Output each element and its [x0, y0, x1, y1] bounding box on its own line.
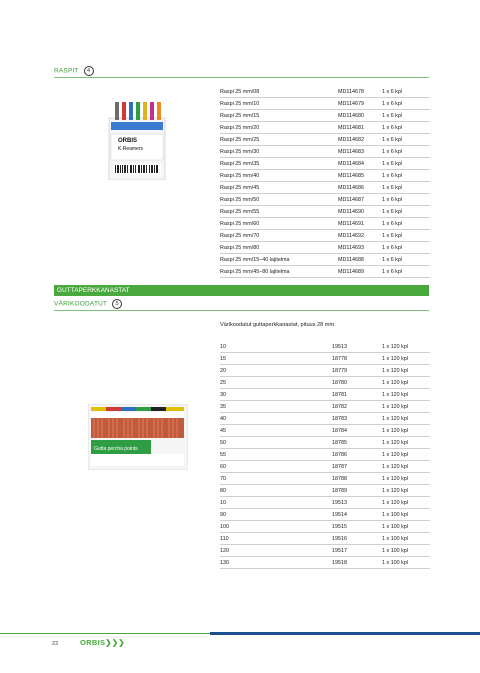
product-code-cell: MD114691: [338, 218, 382, 230]
table-row: [220, 122, 430, 134]
table-row: [220, 425, 430, 437]
product-name-cell: 50: [220, 437, 332, 449]
product-name-cell: 130: [220, 557, 332, 569]
package-size-cell: 1 x 6 kpl: [382, 218, 430, 230]
product-name-cell: Raspi 25 mm/20: [220, 122, 338, 134]
package-size-cell: 1 x 100 kpl: [382, 533, 430, 545]
package-size-cell: 1 x 120 kpl: [382, 485, 430, 497]
product-name-cell: Raspi 25 mm/60: [220, 218, 338, 230]
package-size-cell: 1 x 6 kpl: [382, 194, 430, 206]
product-name-cell: 100: [220, 521, 332, 533]
page-number: 22: [52, 641, 59, 647]
package-size-cell: 1 x 6 kpl: [382, 86, 430, 98]
product-code-cell: MD114678: [338, 86, 382, 98]
package-size-cell: 1 x 100 kpl: [382, 521, 430, 533]
product-name-cell: Raspi 25 mm/25: [220, 134, 338, 146]
table-row: [220, 545, 430, 557]
section-title-varikoodatut: [54, 299, 122, 309]
product-name-cell: Raspi 25 mm/15: [220, 110, 338, 122]
product-code-cell: 18784: [332, 425, 382, 437]
package-size-cell: 1 x 120 kpl: [382, 389, 430, 401]
table-row: [220, 437, 430, 449]
product-name-cell: 25: [220, 377, 332, 389]
package-size-cell: 1 x 120 kpl: [382, 425, 430, 437]
product-code-cell: 19517: [332, 545, 382, 557]
package-size-cell: 1 x 6 kpl: [382, 254, 430, 266]
product-code-cell: 18783: [332, 413, 382, 425]
package-size-cell: 1 x 120 kpl: [382, 413, 430, 425]
table-row: [220, 86, 430, 98]
package-size-cell: 1 x 120 kpl: [382, 401, 430, 413]
table-row: [220, 509, 430, 521]
product-code-cell: 19518: [332, 557, 382, 569]
footer-stripe: [0, 632, 480, 636]
product-name-cell: 110: [220, 533, 332, 545]
package-size-cell: 1 x 120 kpl: [382, 449, 430, 461]
product-code-cell: 18789: [332, 485, 382, 497]
package-size-cell: 1 x 120 kpl: [382, 377, 430, 389]
section-title-text: VÄRIKOODATUT: [54, 300, 108, 308]
table-row: [220, 365, 430, 377]
product-name-cell: 120: [220, 545, 332, 557]
image-label-text: Gutta percha points: [94, 446, 138, 452]
table-row: [220, 98, 430, 110]
table-row: [220, 497, 430, 509]
product-name-cell: Raspi 25 mm/80: [220, 242, 338, 254]
product-name-cell: 30: [220, 389, 332, 401]
package-size-cell: 1 x 100 kpl: [382, 509, 430, 521]
section-title-raspit: [54, 66, 94, 76]
table-row: [220, 521, 430, 533]
product-image-gutta-percha: [88, 404, 188, 470]
section-title-text: RASPIT: [54, 67, 79, 75]
package-size-cell: 1 x 100 kpl: [382, 557, 430, 569]
product-code-cell: MD114681: [338, 122, 382, 134]
table-row: [220, 134, 430, 146]
product-code-cell: 18780: [332, 377, 382, 389]
product-image-reamers: [107, 100, 167, 180]
product-name-cell: 70: [220, 473, 332, 485]
product-code-cell: MD114684: [338, 158, 382, 170]
product-name-cell: 55: [220, 449, 332, 461]
product-name-cell: Raspi 25 mm/30: [220, 146, 338, 158]
table-row: [220, 473, 430, 485]
product-name-cell: Raspi 25 mm/10: [220, 98, 338, 110]
product-code-cell: MD114689: [338, 266, 382, 278]
package-size-cell: 1 x 6 kpl: [382, 134, 430, 146]
product-code-cell: MD114687: [338, 194, 382, 206]
gutta-table: [220, 341, 430, 569]
product-code-cell: MD114680: [338, 110, 382, 122]
gutta-description: Värikoodatut guttaperkkanastat, pituus 28 mm.: [220, 322, 336, 328]
package-size-cell: 1 x 6 kpl: [382, 146, 430, 158]
package-size-cell: 1 x 120 kpl: [382, 473, 430, 485]
product-code-cell: MD114682: [338, 134, 382, 146]
product-code-cell: 18786: [332, 449, 382, 461]
product-code-cell: MD114693: [338, 242, 382, 254]
package-size-cell: 1 x 120 kpl: [382, 461, 430, 473]
table-row: [220, 353, 430, 365]
table-row: [220, 158, 430, 170]
product-code-cell: MD114679: [338, 98, 382, 110]
footer-brand: ORBIS: [80, 638, 106, 647]
product-name-cell: Raspi 25 mm/08: [220, 86, 338, 98]
package-size-cell: 1 x 6 kpl: [382, 242, 430, 254]
package-size-cell: 1 x 6 kpl: [382, 230, 430, 242]
size-number-icon: 5: [112, 299, 122, 309]
product-name-cell: 45: [220, 425, 332, 437]
image-label-text: K Reamers: [118, 146, 144, 152]
product-name-cell: Raspi 25 mm/70: [220, 230, 338, 242]
package-size-cell: 1 x 6 kpl: [382, 266, 430, 278]
section-bar-guttaperkkanastat: [54, 285, 429, 296]
table-row: [220, 485, 430, 497]
product-name-cell: Raspi 25 mm/45–80 lajitelma: [220, 266, 338, 278]
product-name-cell: Raspi 25 mm/50: [220, 194, 338, 206]
product-code-cell: 19514: [332, 509, 382, 521]
footer-logo: [80, 638, 125, 647]
package-size-cell: 1 x 120 kpl: [382, 365, 430, 377]
table-row: [220, 218, 430, 230]
table-row: [220, 401, 430, 413]
table-row: [220, 557, 430, 569]
package-size-cell: 1 x 6 kpl: [382, 206, 430, 218]
package-size-cell: 1 x 6 kpl: [382, 182, 430, 194]
table-row: [220, 182, 430, 194]
table-row: [220, 449, 430, 461]
product-code-cell: MD114683: [338, 146, 382, 158]
product-name-cell: 90: [220, 509, 332, 521]
product-name-cell: 20: [220, 365, 332, 377]
product-name-cell: 60: [220, 461, 332, 473]
section-divider: [54, 77, 429, 78]
image-brand-text: ORBIS: [118, 138, 138, 144]
product-code-cell: MD114686: [338, 182, 382, 194]
package-size-cell: 1 x 6 kpl: [382, 170, 430, 182]
product-name-cell: Raspi 25 mm/55: [220, 206, 338, 218]
product-name-cell: Raspi 25 mm/35: [220, 158, 338, 170]
product-code-cell: MD114685: [338, 170, 382, 182]
package-size-cell: 1 x 120 kpl: [382, 353, 430, 365]
table-row: [220, 254, 430, 266]
product-code-cell: 18778: [332, 353, 382, 365]
product-name-cell: 80: [220, 485, 332, 497]
package-size-cell: 1 x 120 kpl: [382, 341, 430, 353]
product-code-cell: 19513: [332, 341, 382, 353]
package-size-cell: 1 x 6 kpl: [382, 110, 430, 122]
table-row: [220, 206, 430, 218]
product-code-cell: 19515: [332, 521, 382, 533]
section-bar-text: GUTTAPERKKANASTAT: [57, 287, 130, 294]
product-name-cell: 10: [220, 341, 332, 353]
product-code-cell: 18782: [332, 401, 382, 413]
table-row: [220, 266, 430, 278]
package-size-cell: 1 x 6 kpl: [382, 98, 430, 110]
table-row: [220, 146, 430, 158]
table-row: [220, 389, 430, 401]
table-row: [220, 461, 430, 473]
product-code-cell: 18787: [332, 461, 382, 473]
product-code-cell: 18781: [332, 389, 382, 401]
raspit-table: [220, 86, 430, 278]
section-divider: [54, 310, 429, 311]
product-name-cell: 40: [220, 413, 332, 425]
table-row: [220, 533, 430, 545]
table-row: [220, 110, 430, 122]
product-name-cell: 10: [220, 497, 332, 509]
product-code-cell: 18788: [332, 473, 382, 485]
product-name-cell: Raspi 25 mm/45: [220, 182, 338, 194]
package-size-cell: 1 x 120 kpl: [382, 497, 430, 509]
product-name-cell: 15: [220, 353, 332, 365]
table-row: [220, 170, 430, 182]
table-row: [220, 230, 430, 242]
product-code-cell: 18779: [332, 365, 382, 377]
product-code-cell: MD114688: [338, 254, 382, 266]
product-code-cell: 18785: [332, 437, 382, 449]
chevron-logo-icon: ❯❯❯: [105, 638, 126, 647]
table-row: [220, 341, 430, 353]
package-size-cell: 1 x 100 kpl: [382, 545, 430, 557]
package-size-cell: 1 x 6 kpl: [382, 122, 430, 134]
product-name-cell: Raspi 25 mm/15–40 lajitelma: [220, 254, 338, 266]
product-name-cell: Raspi 25 mm/40: [220, 170, 338, 182]
table-row: [220, 242, 430, 254]
product-code-cell: 19513: [332, 497, 382, 509]
size-number-icon: 4: [84, 66, 94, 76]
product-code-cell: 19516: [332, 533, 382, 545]
product-code-cell: MD114690: [338, 206, 382, 218]
product-code-cell: MD114692: [338, 230, 382, 242]
package-size-cell: 1 x 120 kpl: [382, 437, 430, 449]
package-size-cell: 1 x 6 kpl: [382, 158, 430, 170]
table-row: [220, 413, 430, 425]
table-row: [220, 377, 430, 389]
table-row: [220, 194, 430, 206]
product-name-cell: 35: [220, 401, 332, 413]
